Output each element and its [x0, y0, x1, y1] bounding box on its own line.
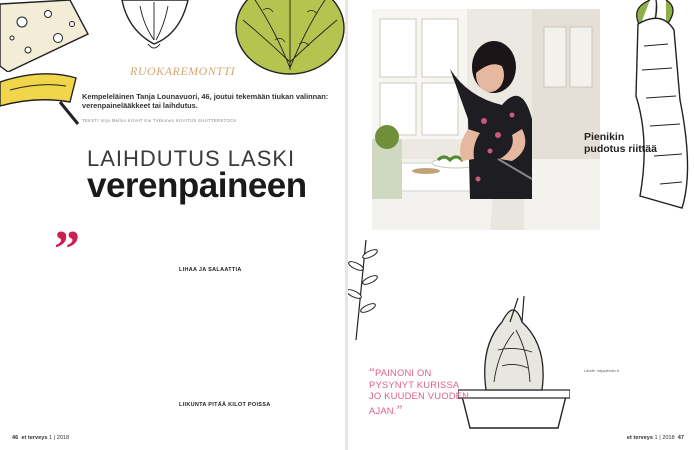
issue-left: 1 | 2018 — [49, 435, 70, 441]
left-folio — [12, 435, 69, 441]
cheese-slicer-illustration — [0, 68, 82, 126]
page-number-left: 46 — [12, 435, 19, 441]
pull-quote — [369, 364, 471, 417]
right-folio — [627, 435, 684, 441]
garlic-illustration — [118, 0, 192, 52]
sidebar-paragraph-1 — [584, 167, 666, 253]
roast-dish-illustration — [458, 292, 570, 432]
pull-quote-text: PAINONI ON PYSYNYT KURISSA JO KUUDEN VUODEN AJAN. — [369, 367, 470, 416]
sidebar-paragraph-2 — [584, 256, 666, 312]
subhead-lihaa-ja-salaattia: LIHAA JA SALAATTIA — [179, 267, 242, 273]
headline-line-2: verenpaineen — [87, 166, 307, 205]
sidebar-source: Lähde: käypähoito.fi — [584, 368, 619, 373]
cabbage-illustration — [235, 0, 345, 78]
sidebar-paragraph-3 — [584, 316, 666, 364]
decorative-quote-mark: ” — [54, 221, 80, 278]
right-body-column-1 — [372, 233, 456, 358]
issue-right: 1 | 2018 — [654, 435, 675, 441]
page-number-right: 47 — [677, 435, 684, 441]
body-column-3 — [179, 276, 257, 388]
left-page — [0, 0, 345, 450]
cheese-wedge-illustration — [0, 0, 92, 72]
magazine-name-right: et terveys — [626, 435, 653, 441]
section-label: RUOKAREMONTTI — [130, 64, 236, 78]
right-body-column-2 — [468, 233, 552, 301]
body-column-1 — [100, 230, 175, 438]
article-credits: TEKSTI Virpi Mellon KUVAT Kai Tirkkonen KUVITUS SHUTTERSTOCK — [82, 118, 237, 123]
pull-quote-close: ” — [396, 401, 403, 417]
body-column-2-top — [179, 211, 257, 267]
magazine-name-left: et terveys — [21, 435, 48, 441]
subhead-liikunta: LIIKUNTA PITÄÄ KILOT POISSA — [179, 402, 271, 408]
sidebar-title: Pienikin pudotus riittää — [584, 131, 657, 155]
right-page — [348, 0, 694, 450]
article-deck: Kempeleläinen Tanja Lounavuori, 46, joutui tekemään tiukan valinnan: verenpainelääkkeet tai laihdutus. — [82, 92, 329, 111]
headline-line-1: LAIHDUTUS LASKI — [87, 146, 296, 171]
pull-quote-open: “ — [369, 364, 375, 379]
woman-cooking-photo — [372, 9, 600, 230]
